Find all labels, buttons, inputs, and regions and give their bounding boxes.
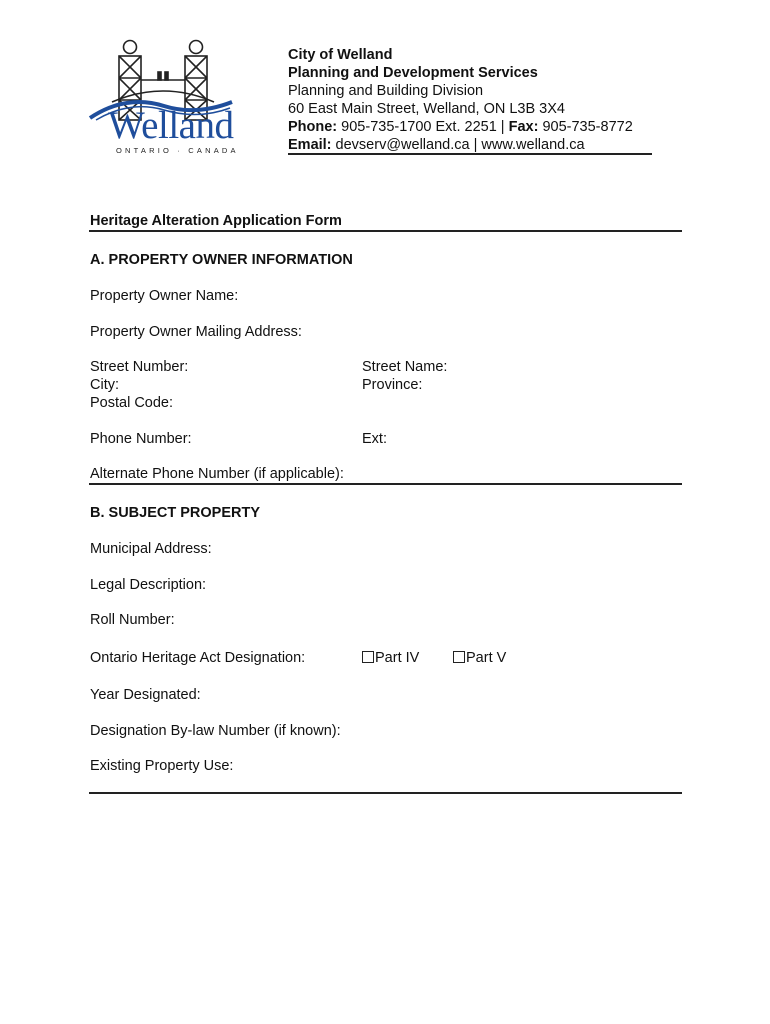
department-name: Planning and Development Services — [288, 65, 538, 81]
section-a-heading: A. PROPERTY OWNER INFORMATION — [90, 252, 353, 268]
existing-use-label: Existing Property Use: — [90, 758, 234, 774]
phone-value: 905-735-1700 Ext. 2251 — [341, 119, 497, 135]
phone-label: Phone: — [288, 119, 338, 135]
logo-tagline: ONTARIO · CANADA — [116, 146, 239, 155]
roll-number-label: Roll Number: — [90, 612, 175, 628]
phone-number-label: Phone Number: — [90, 431, 192, 447]
phone-fax-line — [288, 118, 633, 136]
owner-name-label: Property Owner Name: — [90, 288, 239, 304]
part-iv-checkbox[interactable] — [362, 651, 374, 663]
city-label: City: — [90, 377, 119, 393]
designation-label: Ontario Heritage Act Designation: — [90, 650, 306, 666]
separator: | — [473, 137, 478, 153]
division-name: Planning and Building Division — [288, 83, 484, 99]
form-title: Heritage Alteration Application Form — [90, 213, 342, 229]
part-v-checkbox[interactable] — [453, 651, 465, 663]
street-address: 60 East Main Street, Welland, ON L3B 3X4 — [288, 101, 565, 117]
title-divider — [89, 230, 682, 232]
org-name: City of Welland — [288, 47, 393, 63]
legal-description-label: Legal Description: — [90, 577, 207, 593]
mailing-address-label: Property Owner Mailing Address: — [90, 324, 302, 340]
section-a-divider — [89, 483, 682, 485]
street-number-label: Street Number: — [90, 359, 189, 375]
province-label: Province: — [362, 377, 423, 393]
logo-wordmark: Welland — [108, 104, 234, 147]
fax-label: Fax: — [508, 119, 539, 135]
alt-phone-label: Alternate Phone Number (if applicable): — [90, 466, 344, 482]
postal-code-label: Postal Code: — [90, 395, 174, 411]
part-v-label: Part V — [466, 650, 507, 666]
website-link[interactable]: www.welland.ca — [481, 137, 585, 153]
street-name-label: Street Name: — [362, 359, 448, 375]
part-iv-option[interactable] — [362, 649, 419, 667]
bylaw-number-label: Designation By-law Number (if known): — [90, 723, 341, 739]
section-b-heading: B. SUBJECT PROPERTY — [90, 505, 260, 521]
municipal-address-label: Municipal Address: — [90, 541, 212, 557]
email-web-line — [288, 136, 585, 154]
separator: | — [500, 119, 505, 135]
email-link[interactable]: devserv@welland.ca — [335, 137, 470, 153]
email-label: Email: — [288, 137, 332, 153]
year-designated-label: Year Designated: — [90, 687, 201, 703]
header-divider — [288, 153, 652, 155]
ext-label: Ext: — [362, 431, 387, 447]
part-v-option[interactable] — [453, 649, 506, 667]
part-iv-label: Part IV — [375, 650, 420, 666]
fax-value: 905-735-8772 — [542, 119, 633, 135]
welland-logo — [86, 36, 239, 160]
section-b-divider — [89, 792, 682, 794]
